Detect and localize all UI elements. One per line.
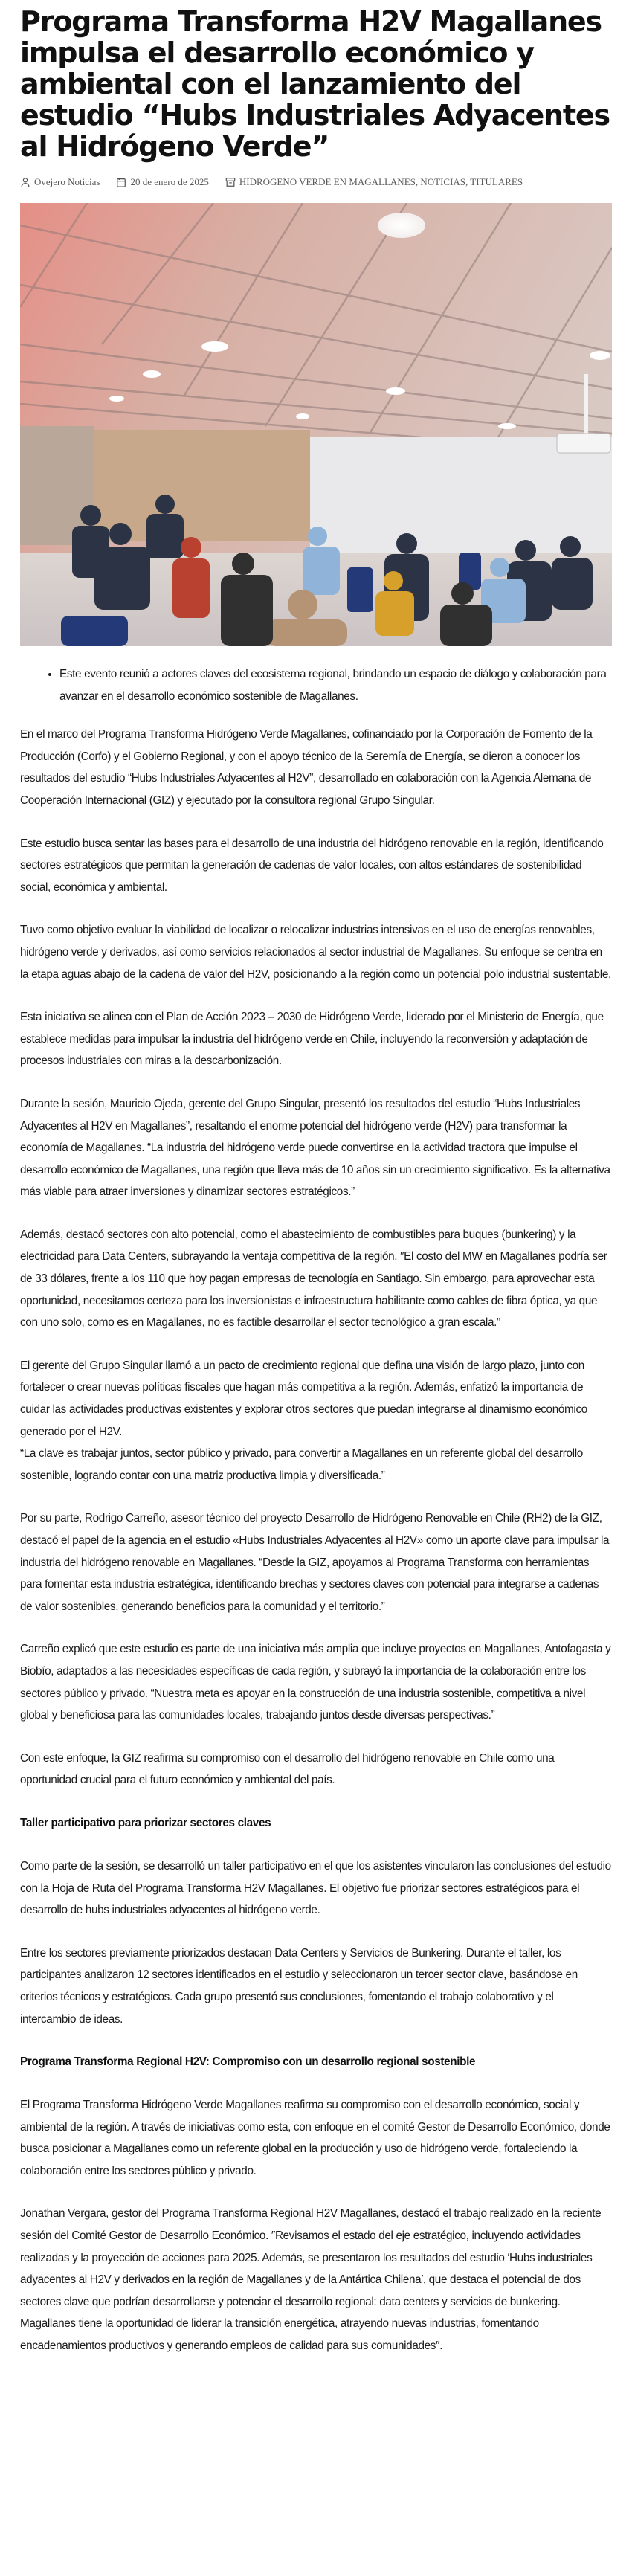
paragraph: El gerente del Grupo Singular llamó a un pacto de crecimiento regional que defina una visión de largo plazo, junto con fortalecer o crear nuevas políticas fiscales que hagan más competitiva a la región. Además, enfatizó la importancia de cuidar las actividades productivas existentes y explorar otros sectores que puedan integrarse al dinamismo económico generado por el H2V. [20, 1359, 587, 1438]
paragraph: Por su parte, Rodrigo Carreño, asesor técnico del proyecto Desarrollo de Hidrógeno Renovable en Chile (RH2) de la GIZ, destacó el papel de la agencia en el estudio «Hubs Industriales Adyacentes al H2V» como un aporte clave para impulsar la industria del hidrógeno renovable en Magallanes. “Desde la GIZ, apoyamos al Programa Transforma con herramientas para fomentar esta industria estratégica, identificando brechas y sectores claves con potencial para integrarse a cadenas de valor sostenibles, generando beneficios para la comunidad y el territorio.” [20, 1512, 610, 1613]
article-meta [20, 174, 612, 190]
paragraph: Durante la sesión, Mauricio Ojeda, gerente del Grupo Singular, presentó los resultados del estudio “Hubs Industriales Adyacentes al H2V en Magallanes”, resaltando el enorme potencial del hidrógeno verde (H2V) para transformar la economía de Magallanes. “La industria del hidrógeno verde puede convertirse en la actividad tractora que impulse el desarrollo económico de Magallanes, una región que lleva más de 10 años sin un crecimiento significativo. Es la alternativa más viable para atraer inversiones y dinamizar sectores estratégicos.” [20, 1097, 610, 1199]
paragraph: Con este enfoque, la GIZ reafirma su compromiso con el desarrollo del hidrógeno renovable en Chile como una oportunidad crucial para el futuro económico y ambiental del país. [20, 1751, 555, 1787]
paragraph: Esta iniciativa se alinea con el Plan de Acción 2023 – 2030 de Hidrógeno Verde, liderado por el Ministerio de Energía, que establece medidas para impulsar la industria del hidrógeno verde en Chile, incluyendo la reconversión y adaptación de procesos industriales con miras a la descarbonización. [20, 1011, 604, 1068]
article-title: Programa Transforma H2V Magallanes impulsa el desarrollo económico y ambiental con el lanzamiento del estudio “Hubs Industriales Adyacentes al Hidrógeno Verde” [20, 5, 610, 163]
paragraph: Entre los sectores previamente priorizados destacan Data Centers y Servicios de Bunkering. Durante el taller, los participantes analizaron 12 sectores identificados en el estudio y seleccionaron un tercer sector clave, basándose en criterios técnicos y estratégicos. Cada grupo presentó sus conclusiones, fomentando el trabajo colaborativo y el intercambio de ideas. [20, 1946, 578, 2026]
quote-paragraph: “La clave es trabajar juntos, sector público y privado, para convertir a Magallanes en un referente global del desarrollo sostenible, logrando contar con una matriz productiva limpia y diversificada.” [20, 1447, 583, 1482]
hero-photo [20, 203, 612, 646]
paragraph: En el marco del Programa Transforma Hidrógeno Verde Magallanes, cofinanciado por la Corporación de Fomento de la Producción (Corfo) y el Gobierno Regional, y con el apoyo técnico de la Seremía de Energía, se dieron a conocer los resultados del estudio “Hubs Industriales Adyacentes al H2V”, desarrollado en colaboración con la Agencia Alemana de Cooperación Internacional (GIZ) y ejecutado por la consultora regional Grupo Singular. [20, 728, 593, 807]
author-link[interactable]: Ovejero Noticias [34, 176, 100, 187]
meta-categories[interactable] [225, 176, 523, 188]
paragraph: Este estudio busca sentar las bases para el desarrollo de una industria del hidrógeno renovable en la región, identificando sectores estratégicos que permitan la generación de cadenas de valor locales, con altos estándares de sostenibilidad social, económica y ambiental. [20, 837, 604, 894]
paragraph: Tuvo como objetivo evaluar la viabilidad de localizar o relocalizar industrias intensivas en el uso de energías renovables, hidrógeno verde y derivados, así como servicios relacionados al sector industrial de Magallanes. Su enfoque se centra en la etapa aguas abajo de la cadena de valor del H2V, posicionando a la región como un potencial polo industrial sustentable. [20, 924, 611, 981]
meta-author[interactable] [20, 176, 100, 188]
publish-date: 20 de enero de 2025 [130, 176, 209, 187]
user-icon [20, 177, 30, 187]
section-heading-programa: Programa Transforma Regional H2V: Compromiso con un desarrollo regional sostenible [20, 2055, 476, 2069]
meta-date [116, 176, 208, 188]
paragraph: Jonathan Vergara, gestor del Programa Transforma Regional H2V Magallanes, destacó el trabajo realizado en la reciente sesión del Comité Gestor de Desarrollo Económico. ″Revisamos el estado del eje estratégico, incluyendo actividades realizadas y la proyección de acciones para 2025. Además, se presentaron los resultados del estudio ′Hubs industriales adyacentes al H2V y derivados en la región de Magallanes y de la Antártica Chilena′, que destaca el potencial de dos sectores clave que podrían desarrollarse y potenciar el desarrollo regional: data centers y servicios de bunkering. Magallanes tiene la oportunidad de liderar la transición energética, atrayendo nuevas industrias, fomentando encadenamientos productivos y generando empleos de calidad para sus comunidades″. [20, 2207, 602, 2353]
article-body [20, 663, 612, 2357]
paragraph: Además, destacó sectores con alto potencial, como el abastecimiento de combustibles para buques (bunkering) y la electricidad para Data Centers, subrayando la ventaja competitiva de la región. ″El costo del MW en Magallanes podría ser de 33 dólares, frente a los 110 que hoy pagan empresas de tecnología en Santiago. Sin embargo, para aprovechar esta oportunidad, necesitamos certeza para los inversionistas e infraestructura habilitante como cables de fibra óptica, ya que con uno solo, como es en Magallanes, no es factible desarrollar el sector tecnológico a gran escala.” [20, 1228, 607, 1330]
paragraph: Como parte de la sesión, se desarrolló un taller participativo en el que los asistentes vincularon las conclusiones del estudio con la Hoja de Ruta del Programa Transforma H2V Magallanes. El objetivo fue priorizar sectores estratégicos para el desarrollo de hubs industriales adyacentes al hidrógeno verde. [20, 1859, 611, 1917]
summary-list [20, 663, 612, 707]
archive-icon [225, 177, 236, 187]
hero-image [20, 203, 612, 646]
summary-bullet: • Este evento reunió a actores claves del ecosistema regional, brindando un espacio de diálogo y colaboración para avanzar en el desarrollo económico sostenible de Magallanes. [59, 663, 612, 707]
paragraph: El Programa Transforma Hidrógeno Verde Magallanes reafirma su compromiso con el desarrollo económico, social y ambiental de la región. A través de iniciativas como esta, con enfoque en el comité Gestor de Desarrollo Económico, donde busca posicionar a Magallanes como un referente global en la producción y uso de hidrógeno verde, fortaleciendo la colaboración entre los sectores público y privado. [20, 2099, 610, 2177]
category-links[interactable]: HIDROGENO VERDE EN MAGALLANES, NOTICIAS, TITULARES [239, 176, 523, 187]
section-heading-taller: Taller participativo para priorizar sectores claves [20, 1816, 271, 1829]
calendar-icon [116, 177, 126, 187]
paragraph: Carreño explicó que este estudio es parte de una iniciativa más amplia que incluye proyectos en Magallanes, Antofagasta y Biobío, adaptados a las necesidades específicas de cada región, y subrayó la importancia de la colaboración entre los sectores público y privado. “Nuestra meta es apoyar en la construcción de una industria sostenible, competitiva a nivel global y beneficiosa para las comunidades locales, trabajando juntos desde diversas perspectivas.” [20, 1643, 611, 1722]
